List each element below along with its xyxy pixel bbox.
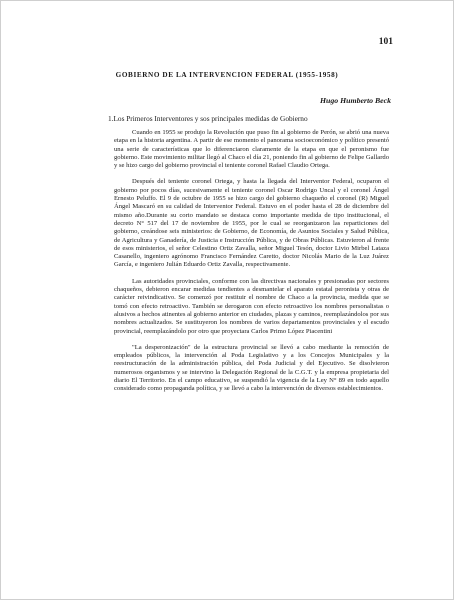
paragraph: Después del teniente coronel Ortega, y hasta la llegada del Interventor Federal, ocuparon el gobierno por pocos días, sucesivamente el teniente coronel Oscar Rodrigo Uncal y el coronel Ángel Ernesto Peluffo. El 9 de octubre de 1955 se hizo cargo del gobierno chaqueño el coronel (R) Miguel Ángel Mascaró en su calidad de Interventor Federal. Estuvo en el poder hasta el 28 de diciembre del mismo año.Durante su corto mandato se destaca como importante medida de tipo institucional, el decreto N° 517 del 17 de noviembre de 1955, por le cual se reorganizaron las reparticiones del gobierno, creándose seis ministerios: de Gobierno, de Economía, de Asuntos Sociales y Salud Pública, de Agricultura y Ganadería, de Justicia e Instrucción Pública, y de Obras Públicas. Estuvieron al frente de esos ministerios, el señor Celestino Ortiz Zavalla, señor Miguel Tesón, doctor Livio Mirbel Lataza Casanello, ingeniero agrónomo Francisco Fernández Caretto, doctor Nicolás Mario de la Luz Juárez García, e ingeniero Julián Eduardo Ortiz Zavalla, respectivamente. (114, 178, 389, 269)
page-number: 101 (378, 37, 393, 47)
author-name: Hugo Humberto Beck (319, 96, 391, 105)
chapter-title: GOBIERNO DE LA INTERVENCION FEDERAL (1955-1958) (115, 71, 339, 79)
body-text (114, 129, 389, 402)
paragraph: Las autoridades provinciales, conforme con las directivas nacionales y presionadas por sectores chaqueños, debieron encarar medidas tendientes a desmantelar el aparato estatal peronista y otras de carácter reivindicativo. Se comenzó por restituir el nombre de Chaco a la provincia, medida que se tomó con efecto retroactivo. También se derogaron con efecto retroactivo los nombres personalistas o alusivos a hechos atinentes al gobierno anterior en ciudades, plazas y caminos, reemplazándolos por sus nombres actualizados. Se sustituyeron los nombres de varios departamentos provinciales y el escudo provincial, reemplazándolo por otro que proyectara Carlos Primo López Piacentini (114, 277, 389, 335)
paragraph: Cuando en 1955 se produjo la Revolución que puso fin al gobierno de Perón, se abrió una nueva etapa en la historia argentina. A partir de ese momento el panorama socioeconómico y político presentó una serie de características que lo diferenciaron claramente de la etapa en que el peronismo fue gobierno. Este movimiento militar llegó al Chaco el día 21, poniendo fin al gobierno de Felipe Gallardo y se hizo cargo del gobierno provincial el teniente coronel Rafael Claudio Ortega. (114, 129, 389, 170)
paragraph: "La desperonización" de la estructura provincial se llevó a cabo mediante la remoción de empleados públicos, la intervención al Poda Legislativo y a los Concejos Municipales y la reestructuración de la administración pública, del Poda Judicial y del Ejecutivo. Se disolvieron numerosos organismos y se intervino la Delegación Regional de la C.G.T. y la empresa propietaria del diario El Territorio. En el campo educativo, se suspendió la vigencia de la Ley N° 89 en todo aquello considerado como propaganda política, y se llevó a cabo la intervención de diversos establecimientos. (114, 343, 389, 393)
section-heading: 1.Los Primeros Interventores y sos principales medidas de Gobierno (108, 114, 308, 123)
